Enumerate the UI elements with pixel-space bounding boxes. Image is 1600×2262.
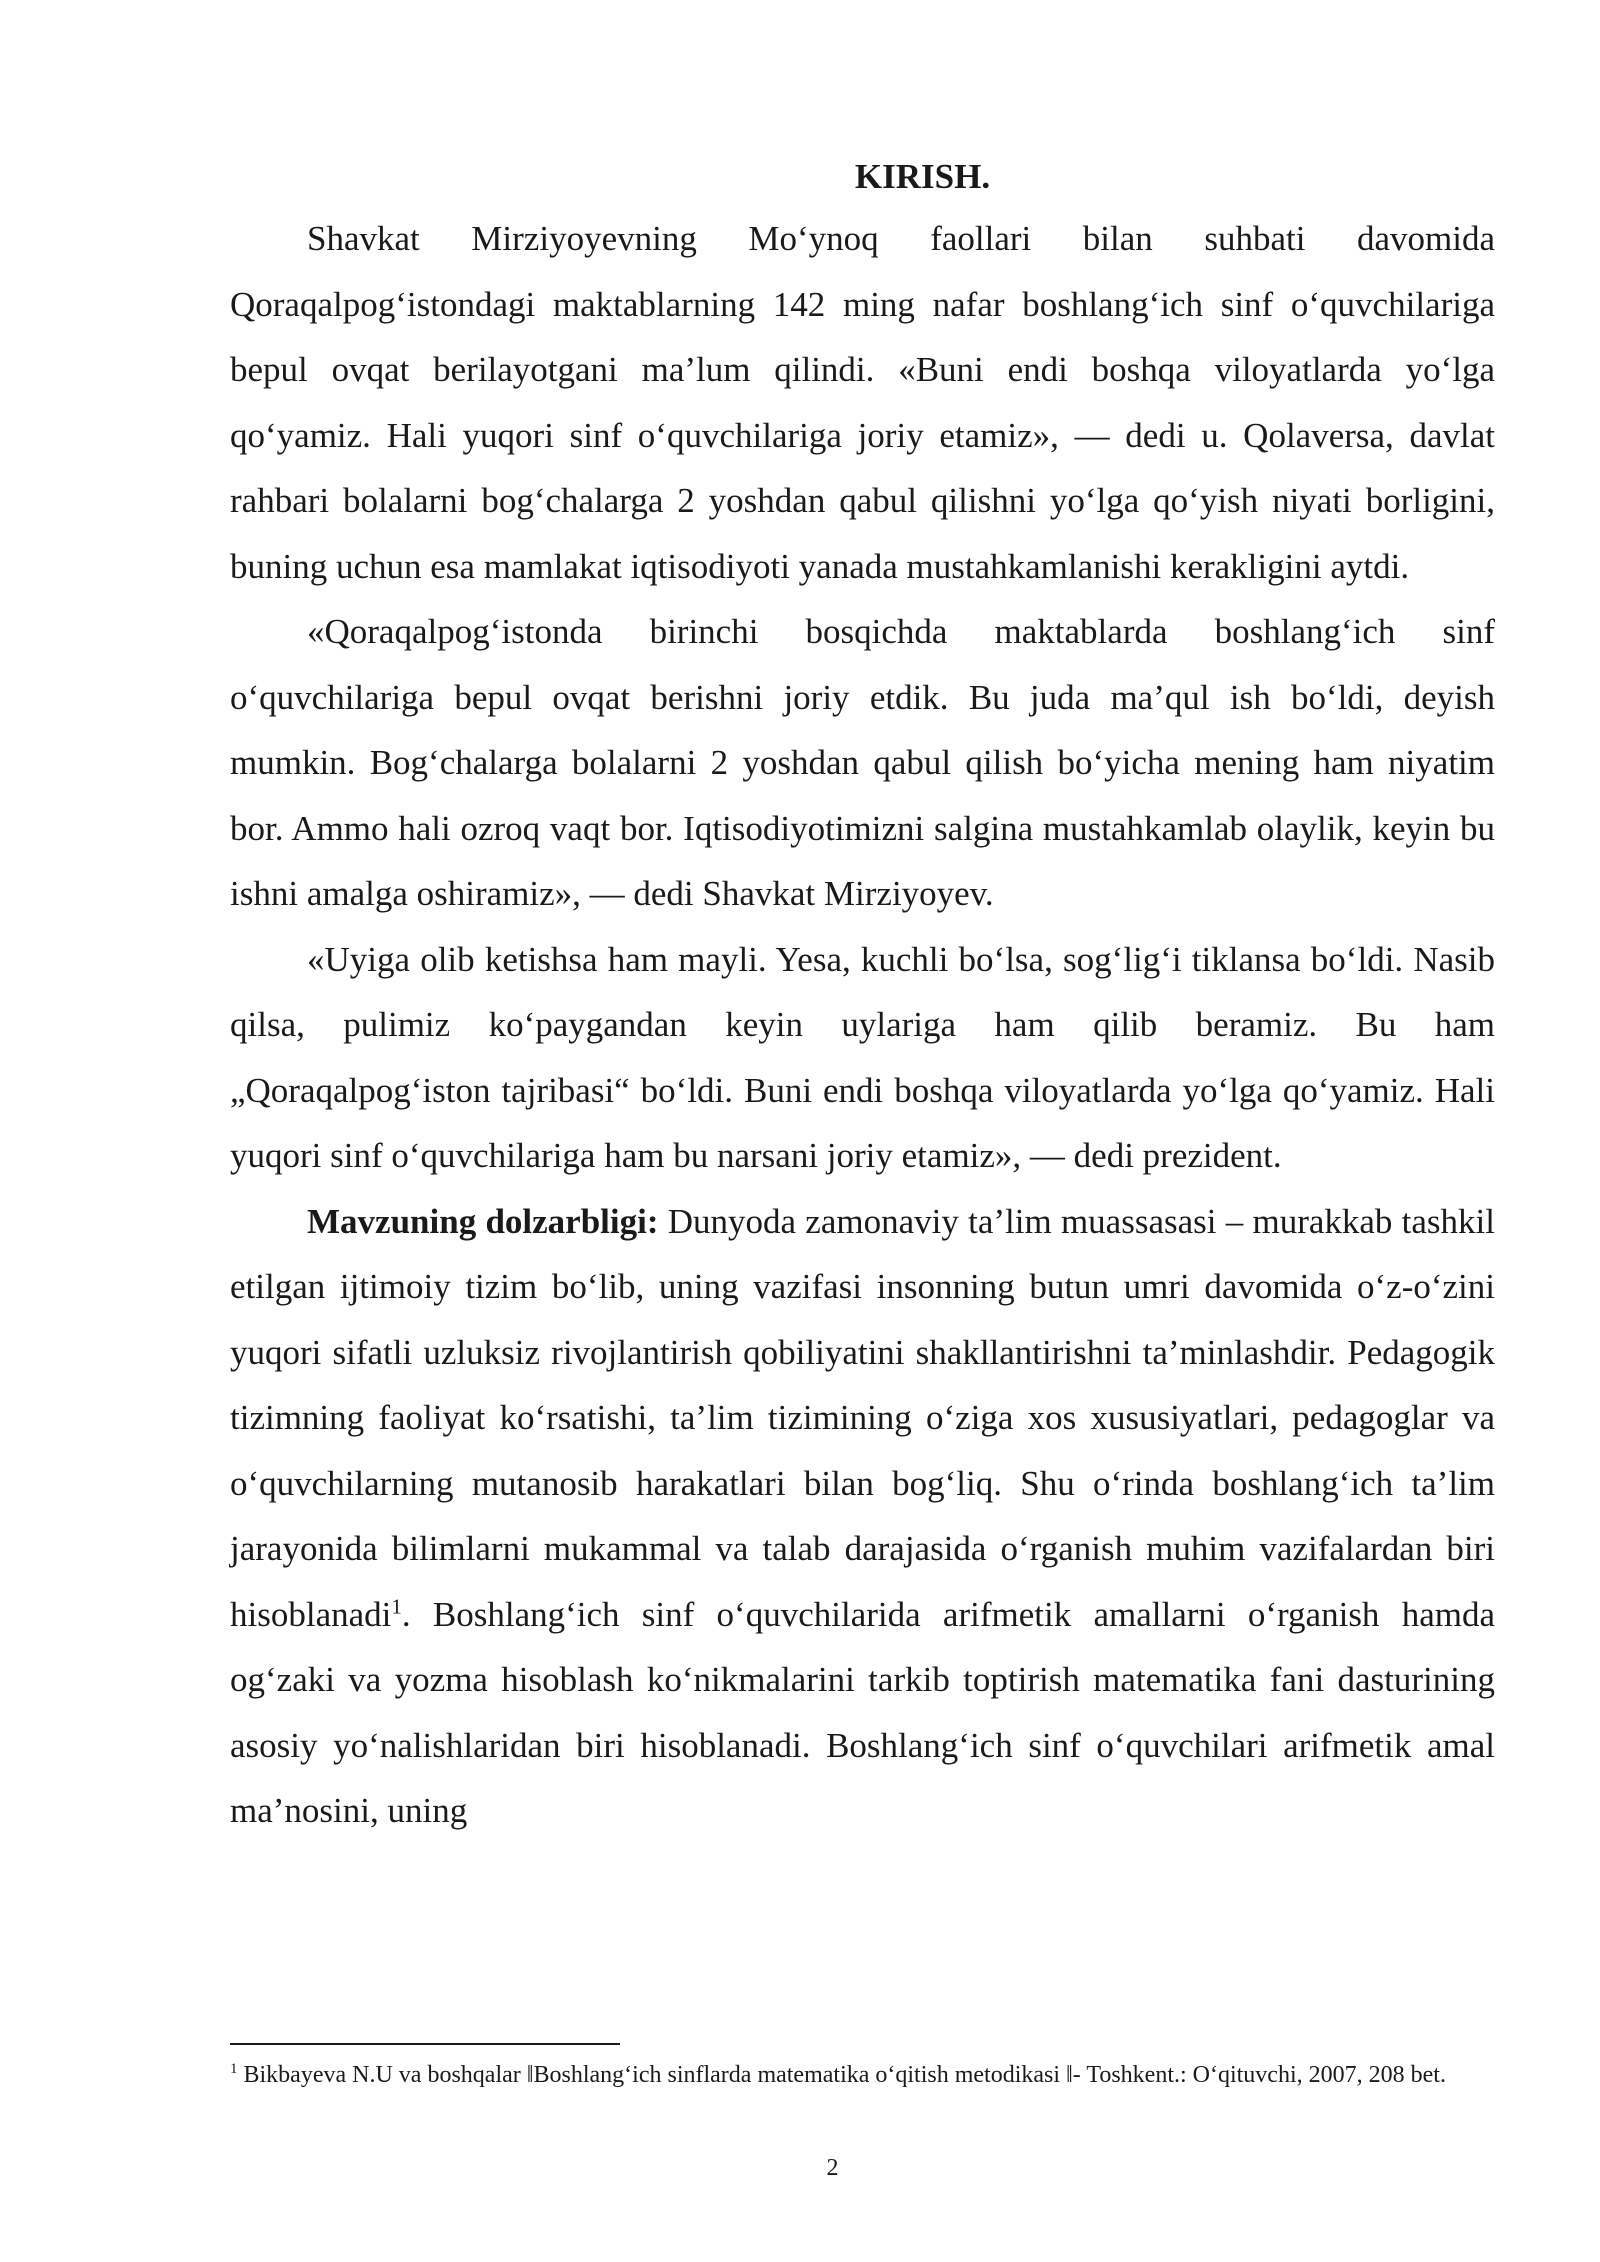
document-page	[230, 150, 1495, 1844]
section-heading: KIRISH.	[854, 157, 991, 196]
relevance-lead: Mavzuning dolzarbligi:	[307, 1201, 659, 1241]
relevance-text-1: Dunyoda zamonaviy ta’lim muassasasi – murakkab tashkil etilgan ijtimoiy tizim bo‘lib, uning vazifasi insonning butun umri davomida o‘z-o‘zini yuqori sifatli uzluksiz rivojlantirish qobiliyatini shakllantirishni ta’minlashdir. Pedagogik tizimning faoliyat ko‘rsatishi, ta’lim tizimining o‘ziga xos xususiyatlari, pedagoglar va o‘quvchilarning mutanosib harakatlari bilan bog‘liq. Shu o‘rinda boshlang‘ich ta’lim jarayonida bilimlarni mukammal va talab darajasida o‘rganish muhim vazifalardan biri hisoblanadi	[230, 1201, 1495, 1634]
paragraph-relevance	[230, 1189, 1495, 1844]
page-number: 2	[826, 2155, 839, 2181]
footnote-marker: 1	[230, 2061, 238, 2077]
footnote-reference: 1	[391, 1593, 402, 1618]
paragraph-2: «Qoraqalpog‘istonda birinchi bosqichda maktablarda boshlang‘ich sinf o‘quvchilariga bepul ovqat berishni joriy etdik. Bu juda ma’qul ish bo‘ldi, deyish mumkin. Bog‘chalarga bolalarni 2 yoshdan qabul qilish bo‘yicha mening ham niyatim bor. Ammo hali ozroq vaqt bor. Iqtisodiyotimizni salgina mustahkamlab olaylik, keyin bu ishni amalga oshiramiz», — dedi Shavkat Mirziyoyev.	[230, 612, 1495, 913]
footnote-separator	[230, 2043, 620, 2045]
footnote	[230, 2060, 1495, 2091]
footnote-text: Bikbayeva N.U va boshqalar ‖Boshlang‘ich sinflarda matematika o‘qitish metodikasi ‖- Toshkent.: O‘qituvchi, 2007, 208 bet.	[237, 2062, 1446, 2088]
paragraph-1: Shavkat Mirziyoyevning Mo‘ynoq faollari bilan suhbati davomida Qoraqalpog‘istondagi maktablarning 142 ming nafar boshlang‘ich sinf o‘quvchilariga bepul ovqat berilayotgani ma’lum qilindi. «Buni endi boshqa viloyatlarda yo‘lga qo‘yamiz. Hali yuqori sinf o‘quvchilariga joriy etamiz», — dedi u. Qolaversa, davlat rahbari bolalarni bog‘chalarga 2 yoshdan qabul qilishni yo‘lga qo‘yish niyati borligini, buning uchun esa mamlakat iqtisodiyoti yanada mustahkamlanishi kerakligini aytdi.	[230, 219, 1495, 586]
paragraph-3: «Uyiga olib ketishsa ham mayli. Yesa, kuchli bo‘lsa, sog‘lig‘i tiklansa bo‘ldi. Nasib qilsa, pulimiz ko‘paygandan keyin uylariga ham qilib beramiz. Bu ham „Qoraqalpog‘iston tajribasi“ bo‘ldi. Buni endi boshqa viloyatlarda yo‘lga qo‘yamiz. Hali yuqori sinf o‘quvchilariga ham bu narsani joriy etamiz», — dedi prezident.	[230, 939, 1495, 1175]
relevance-text-2: . Boshlang‘ich sinf o‘quvchilarida arifmetik amallarni o‘rganish hamda og‘zaki va yozma hisoblash ko‘nikmalarini tarkib toptirish matematika fani dasturining asosiy yo‘nalishlaridan biri hisoblanadi. Boshlang‘ich sinf o‘quvchilari arifmetik amal ma’nosini, uning	[230, 1594, 1495, 1830]
